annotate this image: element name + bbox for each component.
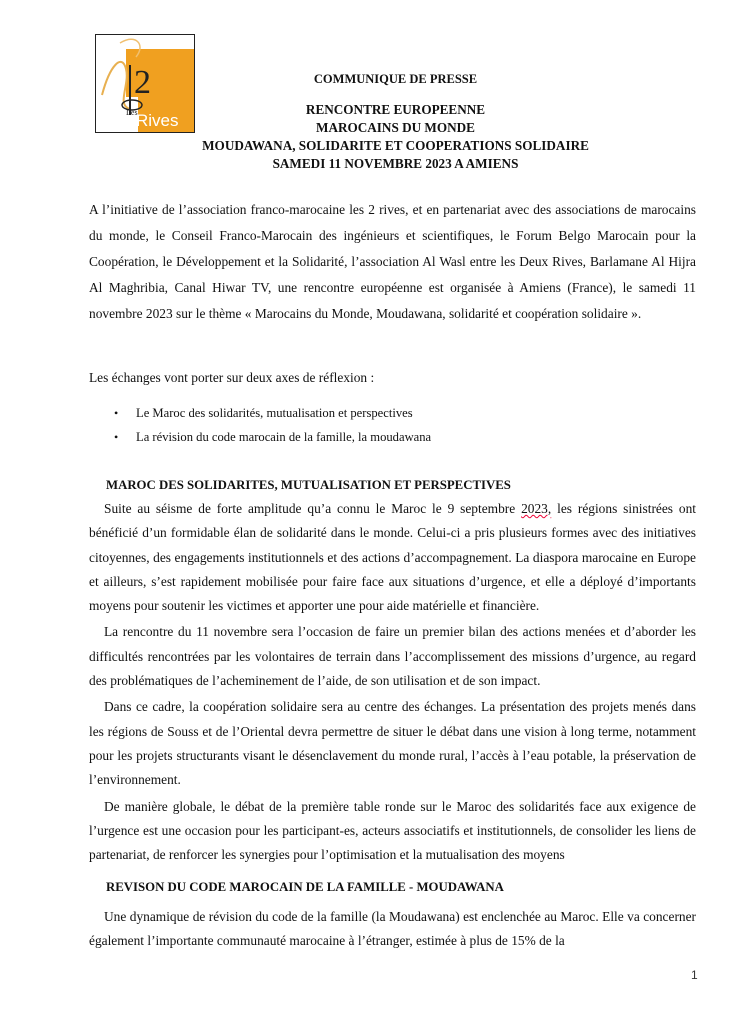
section-paragraph: Une dynamique de révision du code de la famille (la Moudawana) est enclenchée au Maroc. Elle va concerner également l’importante communauté marocaine à l’étranger, estimée à plus de 15% de la	[89, 909, 696, 949]
axes-intro	[89, 366, 696, 390]
axes-list	[112, 401, 702, 449]
paragraph-text: les régions sinistrées ont bénéficié d’un formidable élan de solidarité dans le monde. Celui-ci a pris plusieurs formes avec des initiatives citoyennes, des engagements institutionnels et des actions d’accompagnement. La diaspora marocaine en Europe et ailleurs, s’est rapidement mobilisée pour faire face aux situations d’urgence, et elle a déployé d’importants moyens pour soutenir les victimes et apporter une pour aide matérielle et financière.	[89, 501, 696, 614]
list-item: • La révision du code marocain de la famille, la moudawana	[112, 425, 702, 449]
paragraph-year: 2023,	[521, 501, 552, 516]
intro-section	[89, 197, 696, 327]
press-release-label: COMMUNIQUE DE PRESSE	[313, 72, 478, 86]
section-paragraph: La rencontre du 11 novembre sera l’occasion de faire un premier bilan des actions menées et d’aborder les difficultés rencontrées par les volontaires de terrain dans l’accomplissement des missions d’urgence, au regard des problématiques de l’acheminement de l’aide, de son utilisation et de son impact.	[89, 624, 696, 689]
section-heading-moudawana: REVISON DU CODE MAROCAIN DE LA FAMILLE - MOUDAWANA	[106, 880, 504, 894]
section-body-solidarites	[89, 497, 696, 867]
logo-numeral: 2	[134, 64, 151, 101]
event-title	[0, 101, 751, 173]
section-body-moudawana	[89, 905, 696, 954]
event-title-line: RENCONTRE EUROPEENNE	[305, 102, 486, 117]
logo-rives-text: Rives	[136, 111, 179, 130]
logo-small-text: Les	[126, 108, 138, 117]
section-paragraph: De manière globale, le débat de la première table ronde sur le Maroc des solidarités face aux exigence de l’urgence est une occasion pour les participant-es, acteurs associatifs et institutionnels, de consolider les liens de partenariat, de renforcer les synergies pour l’optimisation et la mutualisation des moyens	[89, 798, 696, 863]
axes-intro-text: Les échanges vont porter sur deux axes de réflexion :	[89, 370, 375, 385]
event-title-line: MOUDAWANA, SOLIDARITE ET COOPERATIONS SOLIDAIRE	[202, 138, 589, 153]
intro-paragraph: A l’initiative de l’association franco-marocaine les 2 rives, et en partenariat avec des associations de marocains du monde, le Conseil Franco-Marocain des ingénieurs et scientifiques, le Forum Belgo Marocain pour la Coopération, le Développement et la Solidarité, l’association Al Wasl entre les Deux Rives, Barlamane Al Hijra Al Maghribia, Canal Hiwar TV, une rencontre européenne est organisée à Amiens (France), le samedi 11 novembre 2023 sur le thème « Marocains du Monde, Moudawana, solidarité et coopération solidaire ».	[89, 202, 696, 321]
section-paragraph: Dans ce cadre, la coopération solidaire sera au centre des échanges. La présentation des projets menés dans les régions de Souss et de l’Oriental devra permettre de situer le débat dans une vision à long terme, notamment pour les projets structurants visant le désenclavement du monde rural, l’accès à l’eau potable, la préservation de l’environnement.	[89, 699, 696, 788]
page-number: 1	[691, 968, 698, 982]
paragraph-text: Suite au séisme de forte amplitude qu’a connu le Maroc le 9 septembre	[104, 501, 522, 516]
section-paragraph	[89, 497, 696, 618]
list-item: • Le Maroc des solidarités, mutualisation et perspectives	[112, 401, 702, 425]
section-heading-solidarites: MAROC DES SOLIDARITES, MUTUALISATION ET PERSPECTIVES	[106, 478, 511, 492]
event-title-line: MAROCAINS DU MONDE	[316, 120, 475, 135]
event-title-line: SAMEDI 11 NOVEMBRE 2023 A AMIENS	[272, 156, 519, 171]
